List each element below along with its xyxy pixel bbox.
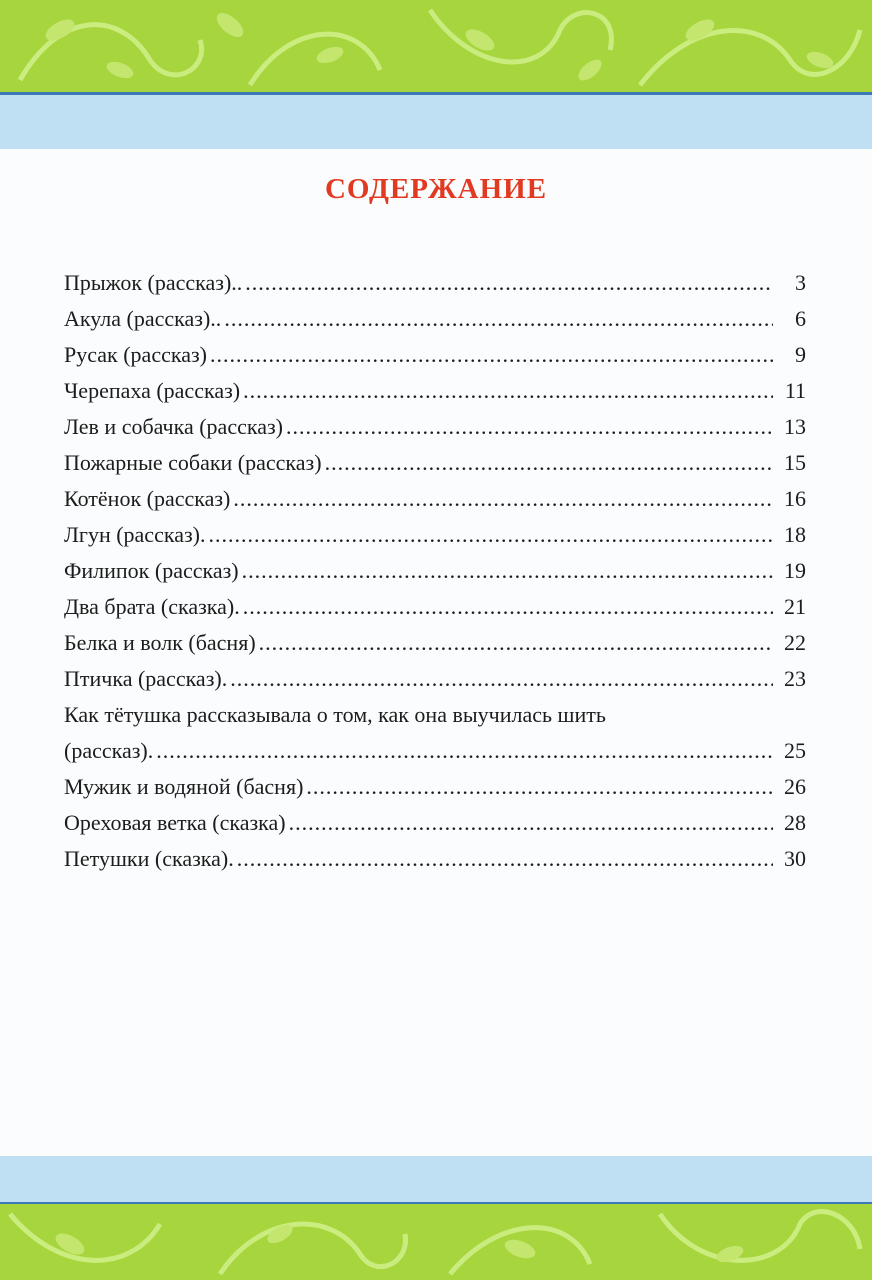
toc-entry-page: 22 [784,630,806,655]
toc-leader [286,409,773,445]
toc-entry[interactable] [64,805,806,841]
toc-leader [245,265,773,301]
toc-entry-page: 15 [784,450,806,475]
toc-entry-title: Ореховая ветка (сказка) [64,810,286,835]
toc-leader [224,301,773,337]
toc-entry-page: 28 [784,810,806,835]
toc-leader [306,769,773,805]
toc-entry-page: 30 [784,846,806,871]
toc-entry-title: Котёнок (рассказ) [64,486,231,511]
toc-leader [289,805,773,841]
toc-leader [242,553,773,589]
toc-leader [325,445,773,481]
toc-leader [233,481,773,517]
toc-entry-title: Лгун (рассказ). [64,522,206,547]
toc-leader [243,589,773,625]
toc-entry-title: Два брата (сказка). [64,594,240,619]
toc-entry[interactable] [64,553,806,589]
toc-entry-title: Пожарные собаки (рассказ) [64,450,322,475]
floral-ornament-icon [0,0,872,92]
toc-entry-title: Птичка (рассказ). [64,666,228,691]
toc-entry-title: Как тётушка рассказывала о том, как она выучилась шить [64,702,606,727]
toc-entry-page: 6 [795,306,806,331]
bottom-blue-stripe [0,1156,872,1205]
toc-leader [259,625,773,661]
toc-entry-page: 26 [784,774,806,799]
toc-entry-page: 18 [784,522,806,547]
toc-leader [208,517,773,553]
floral-ornament-icon [0,1204,872,1280]
top-blue-stripe [0,92,872,149]
toc-entry-page: 25 [784,738,806,763]
toc-leader [243,373,773,409]
toc-entry[interactable] [64,373,806,409]
toc-entry[interactable] [64,661,806,697]
toc-entry-title: Петушки (сказка). [64,846,234,871]
toc-entry-page: 9 [795,342,806,367]
toc-entry[interactable] [64,625,806,661]
page-content [0,149,872,1156]
toc-entry[interactable] [64,841,806,877]
toc-entry-page: 19 [784,558,806,583]
toc-entry-title: Мужик и водяной (басня) [64,774,304,799]
toc-entry-title: Акула (рассказ).. [64,306,222,331]
toc-entry[interactable] [64,337,806,373]
toc-entry-title-continuation: (рассказ). [64,738,154,763]
toc-entry-title: Белка и волк (басня) [64,630,256,655]
toc-entry[interactable] [64,589,806,625]
toc-entry[interactable] [64,733,806,769]
toc-entry-title: Филипок (рассказ) [64,558,239,583]
toc-entry-page: 13 [784,414,806,439]
toc-entry[interactable] [64,409,806,445]
bottom-floral-band [0,1204,872,1280]
toc-entry-title: Прыжок (рассказ).. [64,270,243,295]
toc-entry-page: 11 [784,378,806,403]
toc-entry-page: 3 [795,270,806,295]
toc-entry-page: 16 [784,486,806,511]
toc-entry[interactable] [64,517,806,553]
toc-entry[interactable] [64,265,806,301]
toc-leader [210,337,773,373]
toc-leader [237,841,773,877]
toc-leader [156,733,773,769]
table-of-contents [64,265,806,877]
toc-entry-title: Русак (рассказ) [64,342,207,367]
toc-entry[interactable] [64,301,806,337]
toc-entry[interactable] [64,769,806,805]
toc-entry-page: 21 [784,594,806,619]
toc-entry-title: Лев и собачка (рассказ) [64,414,283,439]
toc-entry[interactable] [64,445,806,481]
page-title: СОДЕРЖАНИЕ [324,173,548,205]
top-floral-band [0,0,872,92]
toc-entry-title-line[interactable] [64,697,806,733]
toc-entry-title: Черепаха (рассказ) [64,378,241,403]
toc-leader [230,661,773,697]
toc-entry-page: 23 [784,666,806,691]
toc-entry[interactable] [64,481,806,517]
